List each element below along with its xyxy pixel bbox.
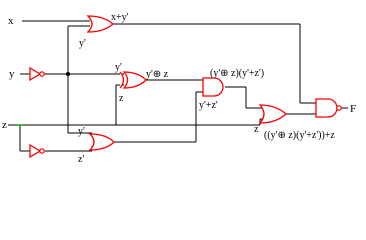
g1-input-y-label: y' — [79, 38, 86, 49]
g2-output-label: y'⊕ z — [146, 69, 169, 80]
not-gate-y-bubble — [40, 72, 44, 76]
g4-input-z-label: z' — [78, 154, 85, 165]
g1-output-label: x+y' — [111, 12, 129, 23]
g5-input-z-label: z — [254, 124, 259, 135]
input-y-label: y — [9, 68, 15, 80]
or-gate-1 — [88, 16, 113, 32]
g4-output-label: y'+z' — [199, 100, 218, 111]
and-gate-3 — [203, 78, 223, 96]
g2-input-y-label: y' — [115, 62, 122, 73]
final-output-bubble — [337, 106, 341, 110]
g2-input-z-label: z — [119, 93, 124, 104]
input-z-label: z — [2, 119, 7, 131]
g3-output-label: (y'⊕ z)(y'+z') — [210, 68, 265, 79]
nand-gate-final — [316, 99, 337, 117]
input-x-label: x — [8, 15, 14, 27]
or-gate-5 — [260, 105, 286, 123]
junction-dot — [66, 72, 70, 76]
not-gate-z-bubble — [40, 149, 44, 153]
or-gate-4 — [90, 134, 114, 150]
not-gate-z — [30, 145, 40, 157]
g4-input-y-label: y' — [78, 126, 85, 137]
g5-output-label: ((y'⊕ z)(y'+z'))+z — [264, 130, 335, 141]
output-f-label: F — [350, 103, 357, 115]
xor-gate — [124, 72, 146, 88]
not-gate-y — [30, 68, 40, 80]
